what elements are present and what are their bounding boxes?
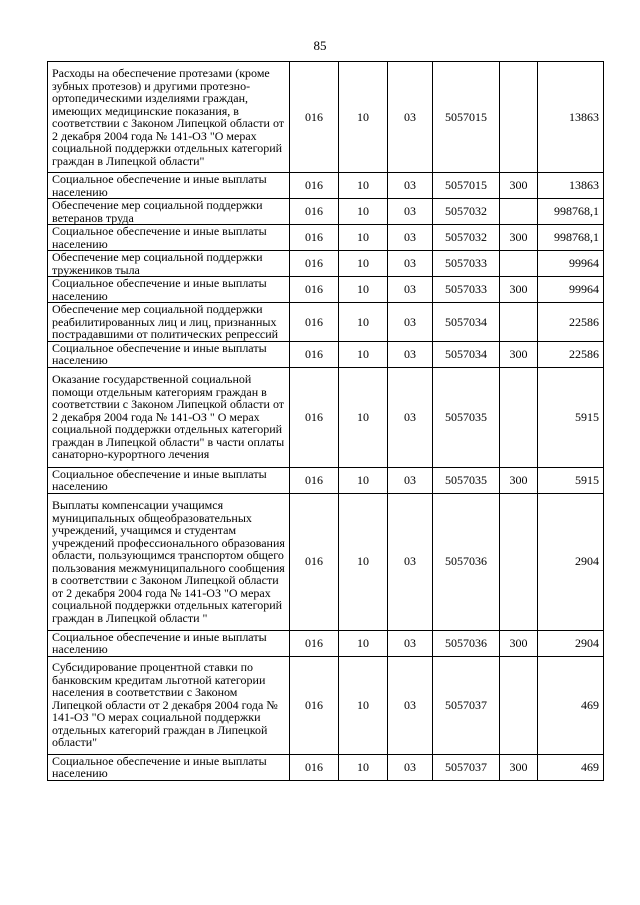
- amount: 998768,1: [538, 199, 604, 225]
- subsection-code: 03: [388, 493, 433, 630]
- section-code: 10: [339, 630, 388, 656]
- table-row: [48, 173, 604, 199]
- ministry-code: 016: [290, 367, 339, 467]
- row-description: Выплаты компенсации учащимся муниципальных общеобразовательных учреждений, учащимся и студентам учреждений профессионального образования области, пользующимся транспортом общего пользования межмуниципального сообщения в соответствии с Законом Липецкой области от 2 декабря 2004 года № 141-ОЗ "О мерах социальной поддержки отдельных категорий граждан в Липецкой области ": [48, 493, 290, 630]
- section-code: 10: [339, 251, 388, 277]
- table-row: [48, 467, 604, 493]
- subsection-code: 03: [388, 277, 433, 303]
- subsection-code: 03: [388, 199, 433, 225]
- subsection-code: 03: [388, 62, 433, 173]
- ministry-code: 016: [290, 173, 339, 199]
- subsection-code: 03: [388, 341, 433, 367]
- target-article-code: 5057033: [433, 251, 500, 277]
- subsection-code: 03: [388, 225, 433, 251]
- target-article-code: 5057034: [433, 341, 500, 367]
- row-description: Обеспечение мер социальной поддержки тружеников тыла: [48, 251, 290, 277]
- expense-type-code: 300: [500, 225, 538, 251]
- expense-type-code: [500, 367, 538, 467]
- row-description: Расходы на обеспечение протезами (кроме зубных протезов) и другими протезно-ортопедическими изделиями граждан, имеющих медицинские показания, в соответствии с Законом Липецкой области от 2 декабря 2004 года № 141-ОЗ "О мерах социальной поддержки отдельных категорий граждан в Липецкой области": [48, 62, 290, 173]
- row-description: Обеспечение мер социальной поддержки ветеранов труда: [48, 199, 290, 225]
- ministry-code: 016: [290, 62, 339, 173]
- section-code: 10: [339, 467, 388, 493]
- section-code: 10: [339, 277, 388, 303]
- row-description: Социальное обеспечение и иные выплаты населению: [48, 225, 290, 251]
- row-description: Субсидирование процентной ставки по банковским кредитам льготной категории населения в соответствии с Законом Липецкой области от 2 декабря 2004 года № 141-ОЗ "О мерах социальной поддержки отдельных категорий граждан в Липецкой области": [48, 656, 290, 754]
- amount: 99964: [538, 251, 604, 277]
- section-code: 10: [339, 367, 388, 467]
- expense-type-code: [500, 62, 538, 173]
- table-row: [48, 251, 604, 277]
- target-article-code: 5057015: [433, 173, 500, 199]
- target-article-code: 5057037: [433, 656, 500, 754]
- amount: 998768,1: [538, 225, 604, 251]
- target-article-code: 5057032: [433, 199, 500, 225]
- section-code: 10: [339, 754, 388, 780]
- target-article-code: 5057037: [433, 754, 500, 780]
- section-code: 10: [339, 199, 388, 225]
- subsection-code: 03: [388, 754, 433, 780]
- table-row: [48, 341, 604, 367]
- expense-type-code: 300: [500, 173, 538, 199]
- amount: 99964: [538, 277, 604, 303]
- section-code: 10: [339, 493, 388, 630]
- ministry-code: 016: [290, 199, 339, 225]
- table-row: [48, 630, 604, 656]
- section-code: 10: [339, 62, 388, 173]
- table-row: [48, 199, 604, 225]
- expense-type-code: 300: [500, 341, 538, 367]
- expense-type-code: [500, 199, 538, 225]
- table-row: [48, 754, 604, 780]
- row-description: Социальное обеспечение и иные выплаты населению: [48, 277, 290, 303]
- section-code: 10: [339, 656, 388, 754]
- subsection-code: 03: [388, 656, 433, 754]
- ministry-code: 016: [290, 630, 339, 656]
- target-article-code: 5057033: [433, 277, 500, 303]
- section-code: 10: [339, 303, 388, 342]
- target-article-code: 5057032: [433, 225, 500, 251]
- subsection-code: 03: [388, 173, 433, 199]
- section-code: 10: [339, 341, 388, 367]
- expense-type-code: 300: [500, 754, 538, 780]
- budget-table: [47, 61, 604, 781]
- expense-type-code: 300: [500, 630, 538, 656]
- ministry-code: 016: [290, 277, 339, 303]
- expense-type-code: 300: [500, 277, 538, 303]
- target-article-code: 5057015: [433, 62, 500, 173]
- target-article-code: 5057036: [433, 493, 500, 630]
- row-description: Оказание государственной социальной помощи отдельным категориям граждан в соответствии с Законом Липецкой области от 2 декабря 2004 года № 141-ОЗ " О мерах социальной поддержки отдельных категорий граждан в Липецкой области" в части оплаты санаторно-курортного лечения: [48, 367, 290, 467]
- table-row: [48, 493, 604, 630]
- ministry-code: 016: [290, 225, 339, 251]
- page-number: 85: [313, 38, 327, 53]
- ministry-code: 016: [290, 493, 339, 630]
- table-row: [48, 367, 604, 467]
- amount: 2904: [538, 630, 604, 656]
- amount: 22586: [538, 303, 604, 342]
- row-description: Социальное обеспечение и иные выплаты населению: [48, 754, 290, 780]
- subsection-code: 03: [388, 251, 433, 277]
- amount: 5915: [538, 467, 604, 493]
- ministry-code: 016: [290, 467, 339, 493]
- table-row: [48, 225, 604, 251]
- ministry-code: 016: [290, 754, 339, 780]
- row-description: Обеспечение мер социальной поддержки реабилитированных лиц и лиц, признанных пострадавшими от политических репрессий: [48, 303, 290, 342]
- ministry-code: 016: [290, 656, 339, 754]
- amount: 13863: [538, 173, 604, 199]
- target-article-code: 5057036: [433, 630, 500, 656]
- target-article-code: 5057035: [433, 367, 500, 467]
- row-description: Социальное обеспечение и иные выплаты населению: [48, 467, 290, 493]
- row-description: Социальное обеспечение и иные выплаты населению: [48, 173, 290, 199]
- target-article-code: 5057035: [433, 467, 500, 493]
- expense-type-code: 300: [500, 467, 538, 493]
- ministry-code: 016: [290, 303, 339, 342]
- target-article-code: 5057034: [433, 303, 500, 342]
- row-description: Социальное обеспечение и иные выплаты населению: [48, 630, 290, 656]
- table-row: [48, 277, 604, 303]
- table-row: [48, 62, 604, 173]
- ministry-code: 016: [290, 341, 339, 367]
- amount: 22586: [538, 341, 604, 367]
- expense-type-code: [500, 251, 538, 277]
- expense-type-code: [500, 656, 538, 754]
- section-code: 10: [339, 173, 388, 199]
- subsection-code: 03: [388, 367, 433, 467]
- ministry-code: 016: [290, 251, 339, 277]
- table-row: [48, 303, 604, 342]
- expense-type-code: [500, 493, 538, 630]
- row-description: Социальное обеспечение и иные выплаты населению: [48, 341, 290, 367]
- amount: 13863: [538, 62, 604, 173]
- amount: 469: [538, 656, 604, 754]
- subsection-code: 03: [388, 467, 433, 493]
- subsection-code: 03: [388, 303, 433, 342]
- amount: 2904: [538, 493, 604, 630]
- subsection-code: 03: [388, 630, 433, 656]
- table-row: [48, 656, 604, 754]
- amount: 469: [538, 754, 604, 780]
- expense-type-code: [500, 303, 538, 342]
- section-code: 10: [339, 225, 388, 251]
- amount: 5915: [538, 367, 604, 467]
